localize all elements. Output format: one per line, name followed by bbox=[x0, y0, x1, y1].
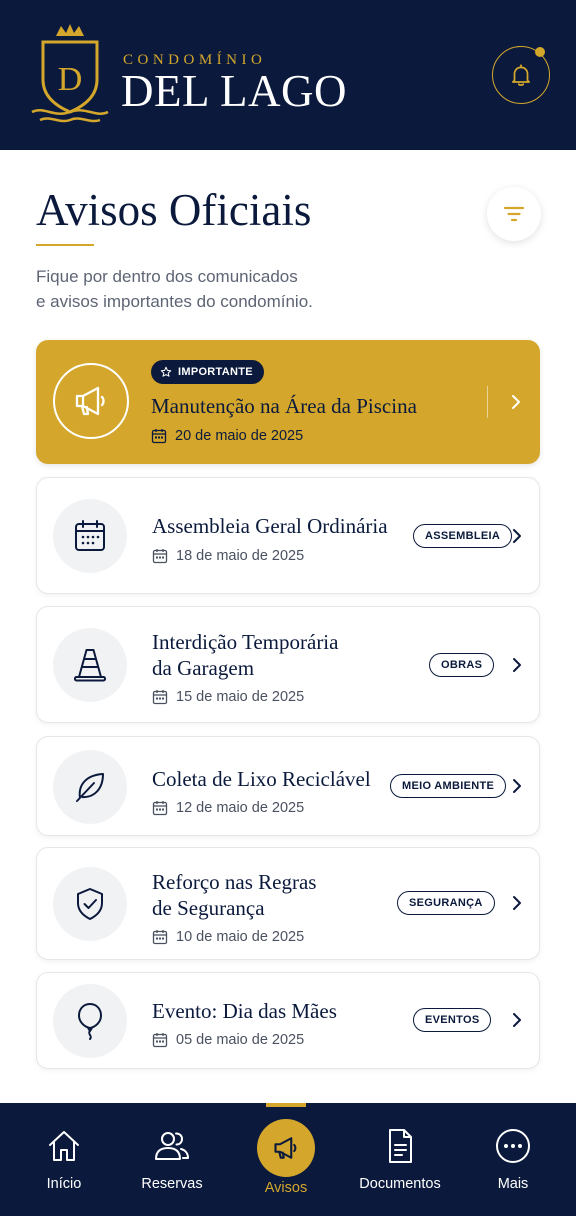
nav-item-avisos[interactable] bbox=[236, 1103, 336, 1216]
nav-item-documentos[interactable] bbox=[350, 1103, 450, 1216]
notice-card[interactable] bbox=[36, 606, 540, 723]
subtitle-line-2: e avisos importantes do condomínio. bbox=[36, 292, 313, 311]
notice-date bbox=[152, 1032, 304, 1048]
shield-check-icon bbox=[72, 886, 108, 922]
chevron-right-icon[interactable] bbox=[509, 778, 525, 794]
nav-label: Reservas bbox=[141, 1176, 203, 1192]
notice-date bbox=[152, 689, 304, 705]
notice-title-line-1: Reforço nas Regras bbox=[152, 870, 317, 894]
chevron-right-icon[interactable] bbox=[508, 394, 524, 410]
title-underline bbox=[36, 244, 94, 246]
balloon-icon bbox=[72, 1001, 108, 1041]
filter-button[interactable] bbox=[487, 187, 541, 241]
category-tag: MEIO AMBIENTE bbox=[390, 774, 506, 798]
notice-title-line-1: Interdição Temporária bbox=[152, 630, 339, 654]
notice-card[interactable] bbox=[36, 477, 540, 594]
notice-card[interactable] bbox=[36, 736, 540, 836]
notice-date-text: 12 de maio de 2025 bbox=[176, 800, 305, 816]
notice-card[interactable] bbox=[36, 847, 540, 960]
users-icon bbox=[153, 1127, 191, 1165]
important-badge-label: IMPORTANTE bbox=[178, 366, 253, 378]
notice-title-line-2: da Garagem bbox=[152, 656, 255, 680]
calendar-small-icon bbox=[152, 800, 168, 816]
nav-item-reservas[interactable] bbox=[122, 1103, 222, 1216]
page-subtitle bbox=[36, 264, 356, 314]
category-tag: ASSEMBLEIA bbox=[413, 524, 512, 548]
notice-title: Manutenção na Área da Piscina bbox=[151, 394, 417, 418]
notice-icon-wrap bbox=[53, 750, 127, 824]
leaf-icon bbox=[72, 769, 108, 805]
brand-title: DEL LAGO bbox=[121, 66, 348, 116]
more-icon bbox=[494, 1127, 532, 1165]
svg-text:D: D bbox=[57, 61, 83, 98]
traffic-cone-icon bbox=[71, 646, 109, 684]
notice-icon-wrap bbox=[53, 867, 127, 941]
calendar-icon bbox=[72, 518, 108, 554]
notice-date bbox=[152, 800, 304, 816]
calendar-small-icon bbox=[152, 929, 168, 945]
notice-card[interactable] bbox=[36, 972, 540, 1069]
notice-date bbox=[152, 929, 304, 945]
filter-icon bbox=[502, 202, 526, 226]
crest-logo-icon bbox=[30, 24, 110, 128]
megaphone-icon bbox=[271, 1133, 301, 1163]
notice-date-text: 18 de maio de 2025 bbox=[176, 548, 305, 564]
notice-date-text: 10 de maio de 2025 bbox=[176, 929, 305, 945]
notice-date-text: 20 de maio de 2025 bbox=[175, 428, 304, 444]
calendar-small-icon bbox=[152, 548, 168, 564]
calendar-small-icon bbox=[151, 428, 167, 444]
bottom-navigation bbox=[0, 1103, 576, 1216]
notice-title bbox=[152, 629, 338, 681]
chevron-right-icon[interactable] bbox=[509, 1012, 525, 1028]
category-tag: SEGURANÇA bbox=[397, 891, 495, 915]
calendar-small-icon bbox=[152, 1032, 168, 1048]
notification-dot bbox=[535, 47, 545, 57]
active-tab-circle bbox=[257, 1119, 315, 1177]
nav-item-inicio[interactable] bbox=[14, 1103, 114, 1216]
nav-label: Avisos bbox=[264, 1180, 308, 1196]
category-tag: EVENTOS bbox=[413, 1008, 491, 1032]
app-header bbox=[0, 0, 576, 150]
chevron-right-icon[interactable] bbox=[509, 895, 525, 911]
nav-label: Início bbox=[46, 1176, 82, 1192]
notice-title bbox=[152, 869, 316, 921]
card-divider bbox=[487, 386, 488, 418]
notice-title: Assembleia Geral Ordinária bbox=[152, 514, 388, 538]
nav-item-mais[interactable] bbox=[463, 1103, 563, 1216]
notice-icon-wrap bbox=[53, 628, 127, 702]
notice-date-text: 15 de maio de 2025 bbox=[176, 689, 305, 705]
category-tag: OBRAS bbox=[429, 653, 494, 677]
notice-date-text: 05 de maio de 2025 bbox=[176, 1032, 305, 1048]
chevron-right-icon[interactable] bbox=[509, 528, 525, 544]
nav-label: Mais bbox=[497, 1176, 529, 1192]
document-icon bbox=[381, 1127, 419, 1165]
important-badge bbox=[151, 360, 264, 384]
megaphone-icon bbox=[71, 381, 111, 421]
subtitle-line-1: Fique por dentro dos comunicados bbox=[36, 267, 298, 286]
notice-icon-wrap bbox=[53, 363, 129, 439]
notice-title: Evento: Dia das Mães bbox=[152, 999, 337, 1023]
star-icon bbox=[160, 366, 172, 378]
page-title: Avisos Oficiais bbox=[36, 185, 312, 235]
notice-card-featured[interactable] bbox=[36, 340, 540, 464]
notice-date bbox=[152, 548, 304, 564]
brand-subtitle: CONDOMÍNIO bbox=[123, 52, 267, 68]
bell-icon bbox=[508, 62, 534, 88]
nav-label: Documentos bbox=[359, 1176, 441, 1192]
notice-date bbox=[151, 428, 303, 444]
notice-icon-wrap bbox=[53, 984, 127, 1058]
notice-icon-wrap bbox=[53, 499, 127, 573]
home-icon bbox=[45, 1127, 83, 1165]
chevron-right-icon[interactable] bbox=[509, 657, 525, 673]
calendar-small-icon bbox=[152, 689, 168, 705]
notice-title-line-2: de Segurança bbox=[152, 896, 265, 920]
notice-title: Coleta de Lixo Reciclável bbox=[152, 767, 371, 791]
